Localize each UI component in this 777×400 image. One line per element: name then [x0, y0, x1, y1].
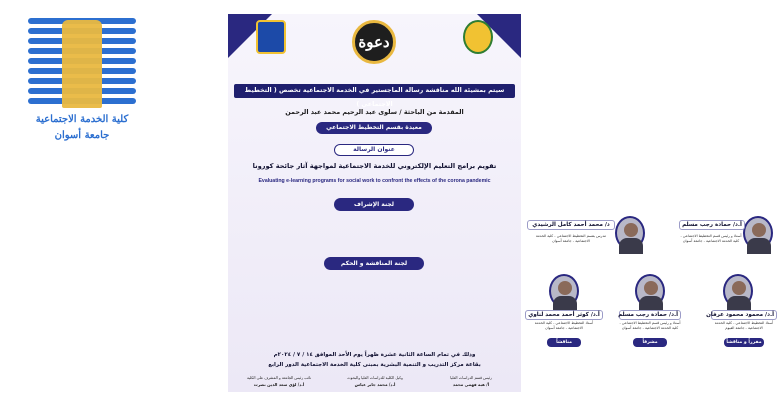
committee-member-description: أستاذ التخطيط الاجتماعي - كلية الخدمة الاجتماعية - جامعة أسوان — [534, 321, 594, 331]
faculty-name: كلية الخدمة الاجتماعية — [35, 114, 129, 125]
signatory — [329, 376, 421, 388]
committee-member-name: أ.د/ حمادة رجب مسلم — [619, 310, 681, 320]
committee-member-name: أ.د/ كوثر أحمد محمد لناوي — [525, 310, 603, 320]
person-photo — [723, 274, 753, 308]
person-photo — [615, 216, 645, 250]
invitation-badge: دعوة — [352, 20, 396, 64]
supervisor-description: أستاذ و رئيس قسم التخطيط الاجتماعي - كلية الخدمة الاجتماعية - جامعة أسوان — [680, 234, 742, 244]
poster-title: سيتم بمشيئة الله مناقشة رسالة الماجستير في الخدمة الاجتماعية تخصص ( التخطيط الاجتماعي ) — [234, 84, 515, 98]
event-location: بقاعة مركز التدريب و التنمية البشرية بمبنى كلية الخدمة الاجتماعية الدور الرابع — [268, 362, 481, 368]
signatory — [425, 376, 517, 388]
committee-member-name: أ.د/ محمود محمود عرفان — [711, 310, 777, 320]
thesis-heading: عنوان الرسالة — [334, 144, 414, 156]
thesis-title-english: Evaluating e-learning programs for social work to confront the effects of the corona pandemic — [258, 178, 491, 184]
invitation-poster — [228, 14, 774, 392]
signatory-title: نائب رئيس الجامعة و المشرف على الكلية — [246, 376, 312, 380]
pharaoh-figure-icon — [62, 20, 102, 108]
committee-member-role: مناقشاً — [547, 338, 581, 347]
supervisor-name: د/ محمد أحمد كامل الرشيدي — [527, 220, 615, 230]
presenter-name: المقدمة من الباحثة / سلوى عبد الرحيم محمد عبد الرحمن — [285, 108, 464, 116]
committee-member-role: مقرراً و مناقشاً — [724, 338, 764, 347]
university-name: جامعة أسوان — [54, 130, 110, 141]
signatory — [233, 376, 325, 388]
presenter-role: معيدة بقسم التخطيط الاجتماعي — [316, 122, 432, 134]
university-logo-icon — [256, 20, 286, 54]
event-time: وذلك في تمام الساعة الثانية عشرة ظهراً يوم الأحد الموافق ١٤ / ٧ / ٢٠٢٤م — [273, 352, 476, 358]
faculty-logo — [28, 18, 136, 146]
committee-member-role: مشرفاً — [633, 338, 667, 347]
committee-member-description: أستاذ و رئيس قسم التخطيط الاجتماعي - كلية الخدمة الاجتماعية - جامعة أسوان — [619, 321, 681, 331]
signatory-title: وكيل الكلية للدراسات العليا والبحوث — [347, 376, 403, 380]
committee-heading: لجنة المناقشة و الحكم — [324, 257, 424, 270]
signatory-title: رئيس قسم الدراسات العليا — [450, 376, 492, 380]
person-photo — [549, 274, 579, 308]
thesis-title-arabic: تقويم برامج التعليم الإلكتروني للخدمة الاجتماعية لمواجهة آثار جائحة كورونا — [252, 162, 497, 170]
person-photo — [743, 216, 773, 250]
committee-member-description: أستاذ التخطيط الاجتماعي - كلية الخدمة الاجتماعية - جامعة الفيوم — [714, 321, 774, 331]
signatory-name: أ/ هبة فهمي محمد — [452, 381, 490, 387]
supervisor-name: أ.د/ حمادة رجب مسلم — [679, 220, 745, 230]
supervisor-description: مدرس بقسم التخطيط الاجتماعي - كلية الخدمة الاجتماعية - جامعة أسوان — [535, 234, 607, 244]
supervision-heading: لجنة الإشراف — [334, 198, 414, 211]
college-logo-icon — [463, 20, 493, 54]
person-photo — [635, 274, 665, 308]
signatory-name: أ.د/ محمد جابر عباس — [354, 381, 396, 387]
signatory-name: أ.د/ لؤي سعد الدين نصرت — [253, 381, 305, 387]
